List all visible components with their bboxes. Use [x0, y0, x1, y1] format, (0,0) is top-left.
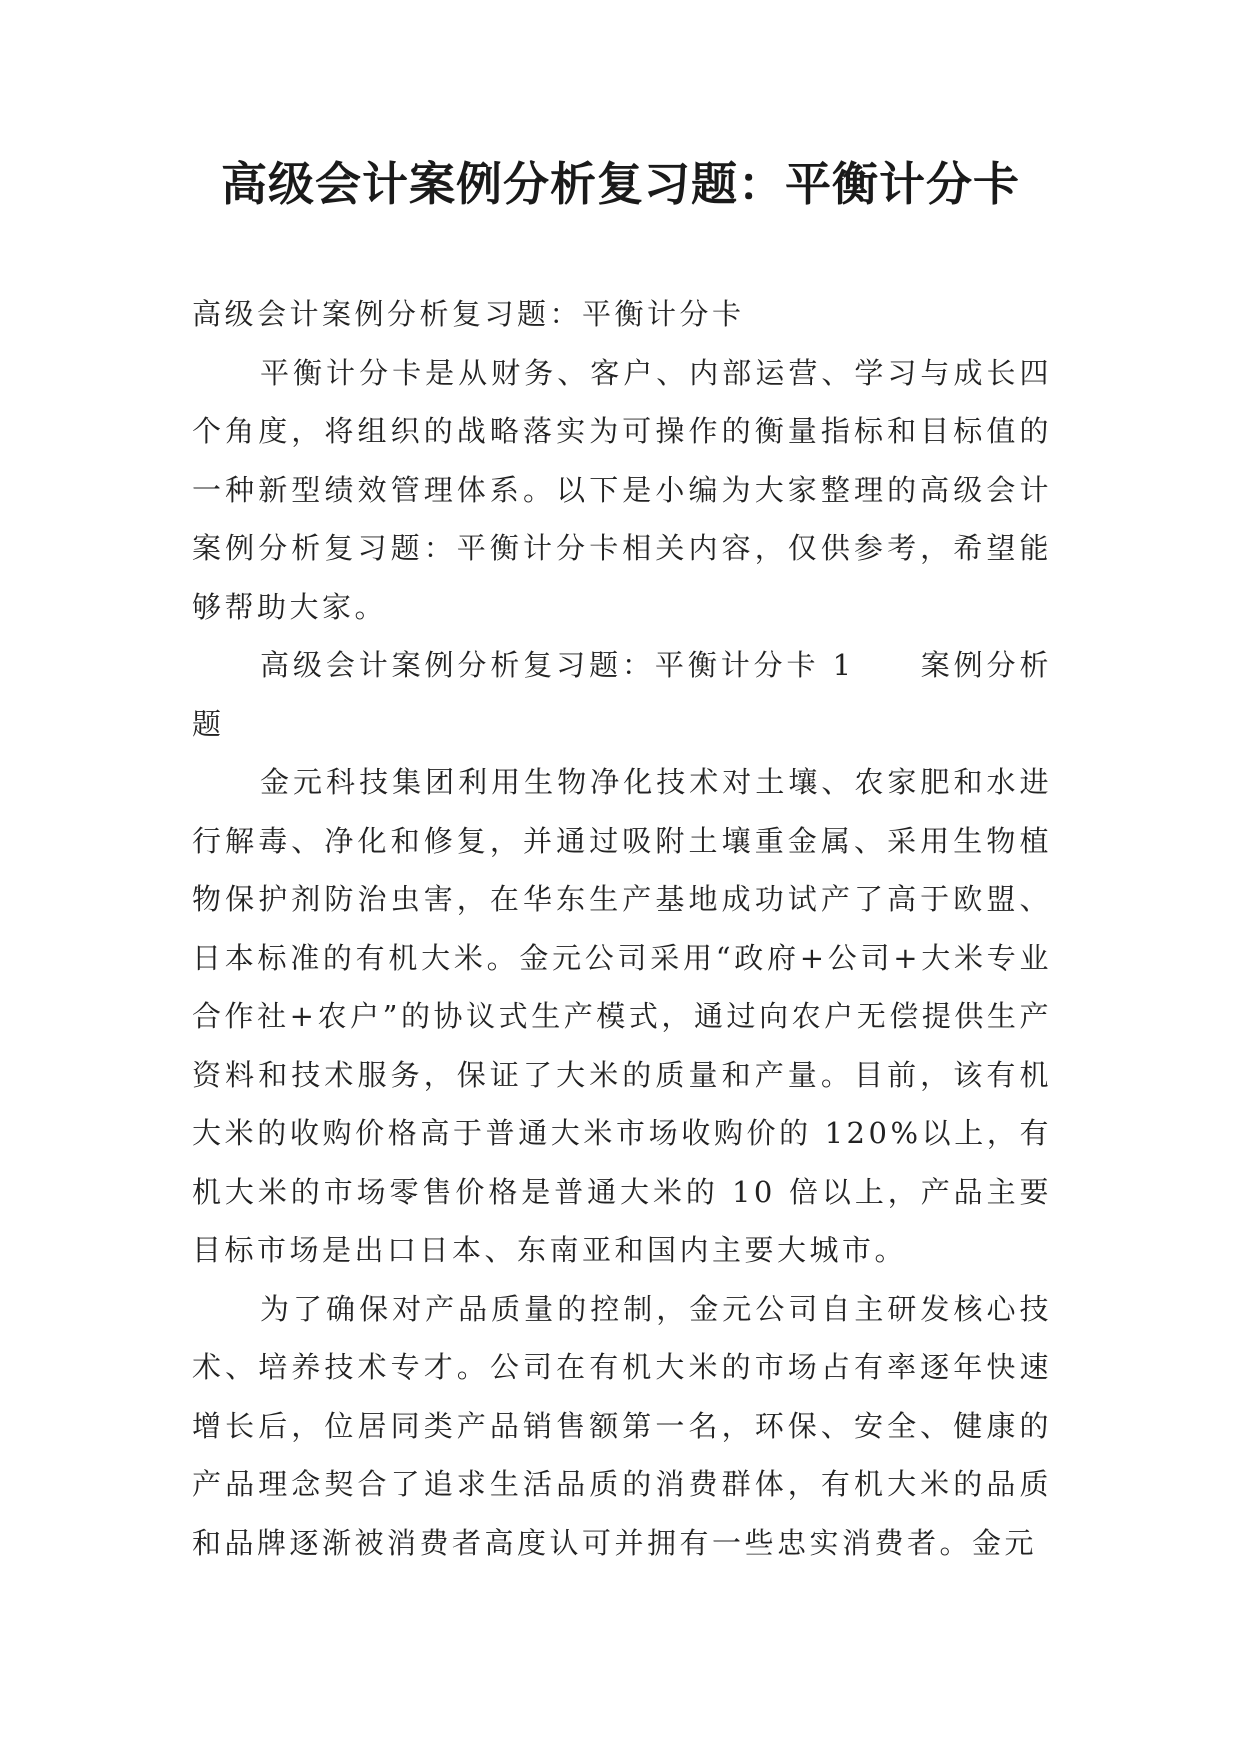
document-body — [192, 285, 1052, 1572]
paragraph-quality-control: 为了确保对产品质量的控制，金元公司自主研发核心技术、培养技术专才。公司在有机大米的市场占有率逐年快速增长后，位居同类产品销售额第一名，环保、安全、健康的产品理念契合了追求生活品质的消费群体，有机大米的品质和品牌逐渐被消费者高度认可并拥有一些忠实消费者。金元 — [192, 1291, 1052, 1560]
document-subtitle: 高级会计案例分析复习题：平衡计分卡 — [192, 297, 745, 331]
paragraph-case-background: 金元科技集团利用生物净化技术对土壤、农家肥和水进行解毒、净化和修复，并通过吸附土壤重金属、采用生物植物保护剂防治虫害，在华东生产基地成功试产了高于欧盟、日本标准的有机大米。金元公司采用“政府+公司+大米专业合作社+农户”的协议式生产模式，通过向农户无偿提供生产资料和技术服务，保证了大米的质量和产量。目前，该有机大米的收购价格高于普通大米市场收购价的 120%以上，有机大米的市场零售价格是普通大米的 10 倍以上，产品主要目标市场是出口日本、东南亚和国内主要大城市。 — [192, 765, 1052, 1267]
paragraph-section-heading: 高级会计案例分析复习题：平衡计分卡 1 案例分析题 — [192, 648, 1052, 741]
paragraph-intro: 平衡计分卡是从财务、客户、内部运营、学习与成长四个角度，将组织的战略落实为可操作的衡量指标和目标值的一种新型绩效管理体系。以下是小编为大家整理的高级会计案例分析复习题：平衡计分卡相关内容，仅供参考，希望能够帮助大家。 — [192, 355, 1052, 624]
document-title: 高级会计案例分析复习题：平衡计分卡 — [221, 157, 1020, 211]
